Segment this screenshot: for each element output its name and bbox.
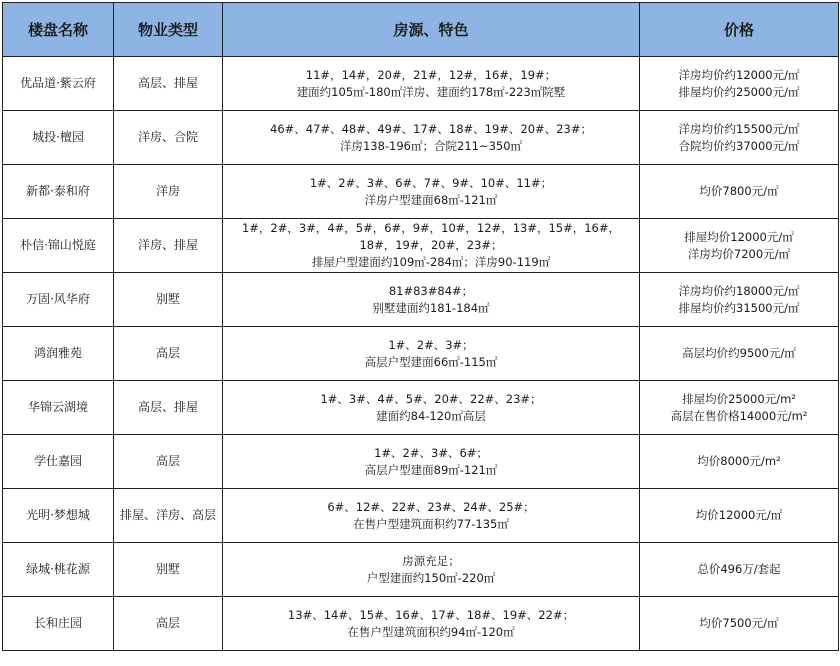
features-line: 建面约84-120㎡高层 [376, 408, 486, 423]
property-name-cell: 绿城·桃花源 [3, 543, 114, 597]
features-cell [223, 165, 640, 219]
features-line: 别墅建面约181-184㎡ [372, 300, 490, 315]
table-row [3, 327, 839, 381]
property-type-cell: 高层、排屋 [114, 381, 223, 435]
features-cell [223, 57, 640, 111]
features-line: 建面约105㎡-180㎡洋房、建面约178㎡-223㎡院墅 [296, 84, 566, 99]
features-line: 6#、12#、22#、23#、24#、25#； [327, 499, 535, 514]
features-cell [223, 597, 640, 651]
property-table [2, 2, 839, 651]
table-row [3, 381, 839, 435]
property-type-cell: 洋房、排屋 [114, 219, 223, 273]
features-line: 高层户型建面89㎡-121㎡ [364, 462, 498, 477]
property-name-cell: 万固·风华府 [3, 273, 114, 327]
property-type-cell: 别墅 [114, 273, 223, 327]
price-line: 高层均价约9500元/㎡ [682, 346, 796, 360]
property-name-cell: 优品道·紫云府 [3, 57, 114, 111]
header-row [3, 3, 839, 57]
price-cell [640, 489, 839, 543]
property-name-cell: 城投·檀园 [3, 111, 114, 165]
property-type-cell: 高层 [114, 597, 223, 651]
property-name-cell: 华锦云湖境 [3, 381, 114, 435]
header-features: 房源、特色 [223, 3, 640, 57]
features-line: 1#、2#、3#； [388, 337, 474, 352]
price-line: 均价12000元/㎡ [695, 508, 783, 522]
features-cell [223, 435, 640, 489]
property-name-cell: 朴信·锦山悦庭 [3, 219, 114, 273]
features-line: 1#、2#、3#、6#； [374, 445, 488, 460]
table-row [3, 57, 839, 111]
price-line: 高层在售价格14000元/m² [670, 408, 808, 423]
header-price: 价格 [640, 3, 839, 57]
features-cell [223, 489, 640, 543]
price-cell [640, 273, 839, 327]
features-line: 1#、2#、3#、6#、7#、9#、10#、11#； [309, 175, 553, 190]
table-row [3, 165, 839, 219]
property-type-cell: 别墅 [114, 543, 223, 597]
price-cell [640, 57, 839, 111]
price-line: 洋房均价7200元/㎡ [687, 246, 791, 261]
table-row [3, 597, 839, 651]
price-line: 总价496万/套起 [697, 562, 781, 576]
features-line: 房源充足； [402, 553, 460, 568]
table-row [3, 111, 839, 165]
property-name-cell: 新都·泰和府 [3, 165, 114, 219]
features-line: 18#，19#，20#，23#； [359, 238, 503, 252]
price-cell [640, 165, 839, 219]
property-name-cell: 光明·梦想城 [3, 489, 114, 543]
features-cell [223, 327, 640, 381]
price-line: 合院均价约37000元/㎡ [678, 138, 800, 153]
features-cell [223, 381, 640, 435]
features-line: 46#、47#、48#、49#、17#、18#、19#、20#、23#； [270, 121, 592, 136]
property-name-cell: 长和庄园 [3, 597, 114, 651]
price-line: 洋房均价约18000元/㎡ [678, 283, 800, 298]
price-cell [640, 597, 839, 651]
table-body [3, 57, 839, 651]
price-line: 排屋均价约31500元/㎡ [678, 300, 800, 315]
table-row [3, 435, 839, 489]
property-name-cell: 学仕嘉园 [3, 435, 114, 489]
property-type-cell: 高层 [114, 327, 223, 381]
features-line: 高层户型建面66㎡-115㎡ [364, 354, 498, 369]
property-type-cell: 洋房、合院 [114, 111, 223, 165]
price-cell [640, 381, 839, 435]
features-cell [223, 543, 640, 597]
features-line: 洋房户型建面68㎡-121㎡ [364, 192, 498, 207]
price-line: 排屋均价约25000元/㎡ [678, 84, 800, 99]
price-line: 排屋均价25000元/m² [682, 391, 796, 406]
features-cell [223, 273, 640, 327]
property-type-cell: 排屋、洋房、高层 [114, 489, 223, 543]
header-type: 物业类型 [114, 3, 223, 57]
features-line: 户型建面约150㎡-220㎡ [366, 570, 496, 585]
price-cell [640, 543, 839, 597]
price-cell [640, 435, 839, 489]
price-line: 排屋均价12000元/㎡ [684, 229, 794, 244]
property-type-cell: 高层 [114, 435, 223, 489]
features-cell [223, 219, 640, 273]
features-line: 1#、3#、4#、5#、20#、22#、23#； [320, 391, 542, 406]
property-name-cell: 鸿润雅苑 [3, 327, 114, 381]
features-line: 11#，14#，20#，21#，12#，16#，19#； [305, 67, 557, 82]
price-line: 洋房均价约12000元/㎡ [678, 67, 800, 82]
price-line: 均价7800元/㎡ [699, 184, 779, 198]
features-line: 1#，2#，3#，4#，5#，6#，9#，10#，12#，13#，15#，16#， [241, 221, 620, 235]
price-line: 均价7500元/㎡ [699, 616, 779, 630]
price-cell [640, 111, 839, 165]
features-line: 在售户型建筑面积约77-135㎡ [353, 516, 509, 531]
features-line: 在售户型建筑面积约94㎡-120㎡ [347, 624, 515, 639]
table-row [3, 219, 839, 273]
header-name: 楼盘名称 [3, 3, 114, 57]
table-row [3, 543, 839, 597]
price-line: 均价8000元/m² [697, 454, 781, 468]
property-type-cell: 洋房 [114, 165, 223, 219]
price-cell [640, 327, 839, 381]
features-line: 洋房138-196㎡；合院211~350㎡ [339, 138, 523, 153]
table-row [3, 489, 839, 543]
features-line: 13#、14#、15#、16#、17#、18#、19#、22#； [287, 607, 575, 622]
table-row [3, 273, 839, 327]
features-line: 81#83#84#； [388, 283, 474, 298]
features-cell [223, 111, 640, 165]
price-line: 洋房均价约15500元/㎡ [678, 121, 800, 136]
features-line: 排屋户型建面约109㎡-284㎡；洋房90-119㎡ [311, 255, 551, 269]
property-type-cell: 高层、排屋 [114, 57, 223, 111]
price-cell [640, 219, 839, 273]
